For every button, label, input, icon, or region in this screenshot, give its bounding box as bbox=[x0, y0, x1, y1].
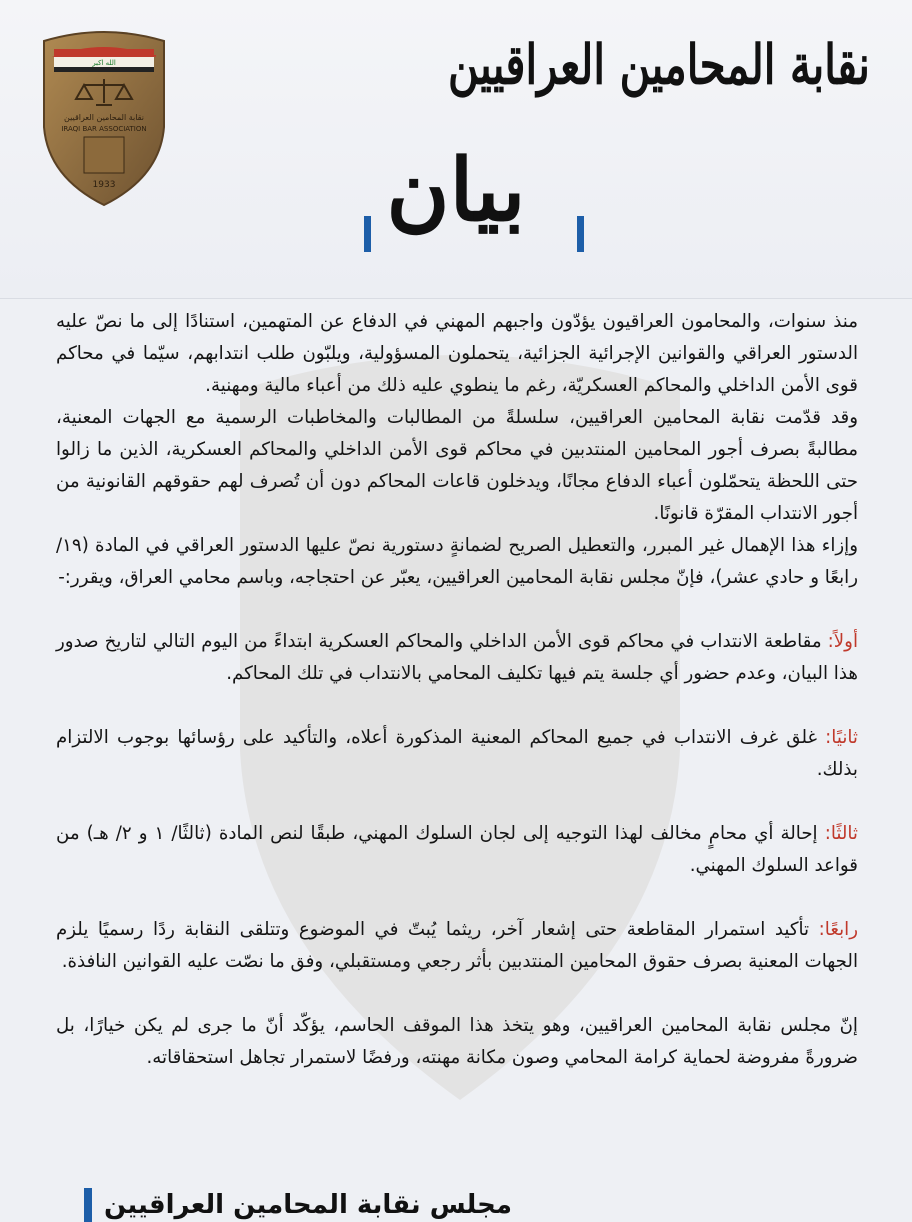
statement-body bbox=[56, 306, 858, 1074]
closing-paragraph: إنّ مجلس نقابة المحامين العراقيين، وهو يتخذ هذا الموقف الحاسم، يؤكّد أنّ ما جرى لم يكن خيارًا، بل ضرورةً مفروضة لحماية كرامة المحامي وصون مكانة مهنته، ورفضًا لاستمرار تجاهل استحقاقاته. bbox=[56, 1015, 858, 1068]
logo-name-ar: نقابة المحامين العراقيين bbox=[64, 113, 144, 122]
organization-title: نقابة المحامين العراقيين bbox=[448, 32, 870, 97]
decision-1 bbox=[56, 626, 858, 690]
decision-label: ثالثًا: bbox=[824, 823, 858, 844]
signature bbox=[84, 1188, 512, 1222]
logo-year: 1933 bbox=[92, 180, 116, 190]
decision-2 bbox=[56, 722, 858, 786]
logo-motto: الله اكبر bbox=[92, 59, 116, 67]
statement-title: بيان bbox=[386, 140, 526, 241]
decision-3 bbox=[56, 818, 858, 882]
signature-text: مجلس نقابة المحامين العراقيين bbox=[104, 1190, 512, 1220]
decision-label: ثانيًا: bbox=[825, 727, 858, 748]
decision-4 bbox=[56, 914, 858, 978]
decision-label: أولاً: bbox=[827, 631, 858, 652]
decision-text: مقاطعة الانتداب في محاكم قوى الأمن الداخلي والمحاكم العسكرية ابتداءً من اليوم التالي لتاريخ صدور هذا البيان، وعدم حضور أي جلسة يتم فيها تكليف المحامي بالانتداب في تلك المحاكم. bbox=[56, 631, 858, 684]
header bbox=[0, 0, 912, 299]
paragraph: وإزاء هذا الإهمال غير المبرر، والتعطيل الصريح لضمانةٍ دستورية نصّ عليها الدستور العراقي في المادة (١٩/رابعًا و حادي عشر)، فإنّ مجلس نقابة المحامين العراقيين، يعبّر عن احتجاجه، وباسم محامي العراق، ويقرر:- bbox=[56, 535, 858, 588]
signature-bar bbox=[84, 1188, 92, 1222]
decision-text: غلق غرف الانتداب في جميع المحاكم المعنية المذكورة أعلاه، والتأكيد على رؤسائها بوجوب الالتزام بذلك. bbox=[56, 727, 858, 780]
decision-text: تأكيد استمرار المقاطعة حتى إشعار آخر، ريثما يُبتّ في الموضوع وتتلقى النقابة ردًا رسميًا يلزم الجهات المعنية بصرف حقوق المحامين المنتدبين بأثر رجعي ومستقبلي، وفق ما نصّت عليه القوانين النافذة. bbox=[56, 919, 858, 972]
logo-name-en: IRAQI BAR ASSOCIATION bbox=[61, 125, 147, 133]
decision-label: رابعًا: bbox=[818, 919, 858, 940]
decision-text: إحالة أي محامٍ مخالف لهذا التوجيه إلى لجان السلوك المهني، طبقًا لنص المادة (ثالثًا/ ١ و ٢/ هـ) من قواعد السلوك المهني. bbox=[56, 823, 858, 876]
paragraph: وقد قدّمت نقابة المحامين العراقيين، سلسلةً من المطالبات والمخاطبات الرسمية مع الجهات المعنية، مطالبةً بصرف أجور المحامين المنتدبين في محاكم قوى الأمن الداخلي والمحاكم العسكرية، الذين ما زالوا حتى اللحظة يتحمّلون أعباء الدفاع مجانًا، ويدخلون قاعات المحاكم دون أن تُصرف لهم حقوقهم القانونية من أجور الانتداب المقرّة قانونًا. bbox=[56, 407, 858, 524]
paragraph: منذ سنوات، والمحامون العراقيون يؤدّون واجبهم المهني في الدفاع عن المتهمين، استنادًا إلى ما نصّ عليه الدستور العراقي والقوانين الإجرائية الجزائية، يتحملون المسؤولية، ويلبّون طلب انتدابهم، سيّما في محاكم قوى الأمن الداخلي والمحاكم العسكريّة، رغم ما ينطوي عليه ذلك من أعباء مالية ومهنية. bbox=[56, 311, 858, 396]
